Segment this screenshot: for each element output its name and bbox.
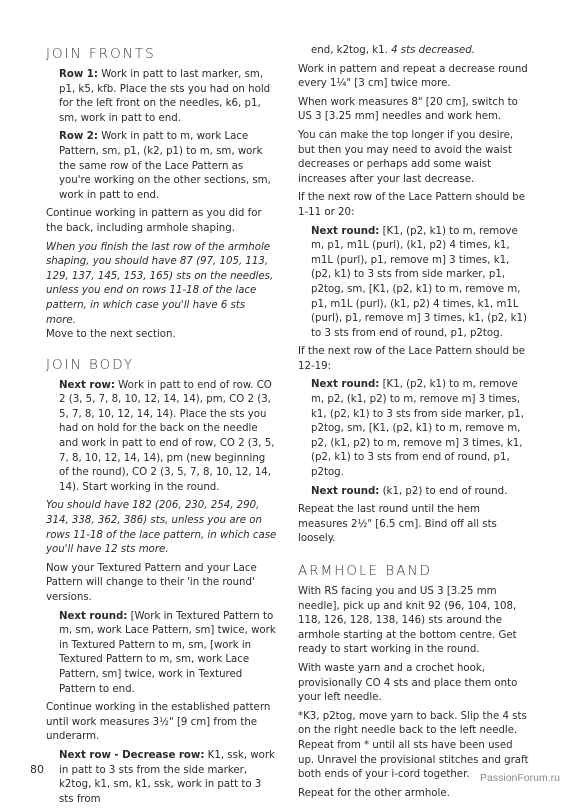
row2-instruction [46,130,278,203]
next-round-1-label: Next round: [311,225,380,237]
armhole-paragraph-3: *K3, p2tog, move yarn to back. Slip the 4 sts on the right needle back to the left needle. Repeat from * until all sts have been used up. Unravel the provisional stitches and graft both ends of your i-cord together. [298,710,529,781]
section-heading-join-fronts: JOIN FRONTS [46,46,156,62]
decrease-row-instruction [46,749,278,807]
left-column [46,46,278,811]
continuation-italic: 4 sts decreased. [391,45,475,56]
body-stitch-note: You should have 182 (206, 230, 254, 290, 314, 338, 362, 386) sts, unless you are on rows 11-18 of the lace pattern, in which case you'll have 12 sts more. [46,500,277,556]
armhole-paragraph-4: Repeat for the other armhole. [298,787,450,799]
lace-rows-12-19-paragraph: If the next row of the Lace Pattern should be 12-19: [298,346,526,372]
row1-instruction [46,68,278,126]
make-longer-paragraph: You can make the top longer if you desire, but then you may need to avoid the waist decreases or perhaps add some waist increases after your last decrease. [298,129,514,185]
next-round-1-text: [K1, (p2, k1) to m, remove m, p1, m1L (purl), (k1, p2) 4 times, k1, m1L (purl), p1, remove m] 3 times, k1, (p2, k1) to 3 sts from side marker, p1, p2tog, sm, [K1, (p2, k1) to m, remove m, p1, m1L (purl), (k1, p2) 4 times, k1, m1L (purl), p1, remove m] 3 times, k1, (p2, k1) to 3 sts from end of round, p1, p2tog. [311,225,527,339]
continuation-text: end, k2tog, k1. [311,45,392,56]
move-next-paragraph: Move to the next section. [46,329,176,341]
lace-rows-1-11-paragraph: If the next row of the Lace Pattern should be 1-11 or 20: [298,192,526,218]
row2-label: Row 2: [59,131,98,143]
next-round-label: Next round: [59,610,128,622]
stitch-count-note: When you finish the last row of the armhole shaping, you should have 87 (97, 105, 113, 129, 137, 145, 153, 165) sts on the needles, unless you end on rows 11-18 of the lace pattern, in which case you'll have 6 sts more. [46,241,274,326]
next-round-instruction [46,610,278,698]
next-row-instruction [46,379,278,496]
next-round-3-text: (k1, p2) to end of round. [379,485,508,497]
textured-paragraph: Now your Textured Pattern and your Lace Pattern will change to their 'in the round' versions. [46,562,257,603]
watermark: PassionForum.ru [480,772,560,784]
next-round-2-label: Next round: [311,379,380,391]
repeat-last-paragraph: Repeat the last round until the hem measures 2½" [6.5 cm]. Bind off all sts loosely. [298,504,497,545]
armhole-paragraph-2: With waste yarn and a crochet hook, provisionally CO 4 sts and place them onto your left needle. [298,662,518,704]
next-row-text: Work in patt to end of row. CO 2 (3, 5, 7, 8, 10, 12, 14, 14), pm, CO 2 (3, 5, 7, 8, 10, 12, 14, 14). Place the sts you had on hold for the back on the needle and work in patt to end of row, CO 2 (3, 5, 7, 8, 10, 12, 14, 14), pm (new beginning of the round), CO 2 (3, 5, 7, 8, 10, 12, 14, 14). Start working in the round. [59,379,275,493]
page-number: 80 [30,763,44,776]
row1-text: Work in patt to last marker, sm, p1, k5, kfb. Place the sts you had on hold for the left front on the needles, k6, p1, sm, work in patt to end. [59,69,271,124]
next-round-2-instruction [298,378,530,480]
next-row-label: Next row: [59,379,115,391]
row1-label: Row 1: [59,69,98,80]
decrease-row-text: K1, ssk, work in patt to 3 sts from the side marker, k2tog, k1, sm, k1, ssk, work in patt to 3 sts from [59,749,275,805]
decrease-continuation [298,44,530,59]
switch-needles-paragraph: When work measures 8" [20 cm], switch to US 3 [3.25 mm] needles and work hem. [298,96,518,123]
row2-text: Work in patt to m, work Lace Pattern, sm, p1, (k2, p1) to m, sm, work the same row of the Lace Pattern as you're working on the other sections, sm, work in patt to end. [59,131,271,201]
continue-paragraph: Continue working in pattern as you did for the back, including armhole shaping. [46,208,262,234]
decrease-row-label: Next row - Decrease row: [59,749,205,761]
next-round-3-label: Next round: [311,485,380,497]
next-round-text: [Work in Textured Pattern to m, sm, work Lace Pattern, sm] twice, work in Textured Pattern to m, sm, [work in Textured Pattern to m, sm, work Lace Pattern, sm] twice, work in Textured Pattern to end. [59,610,276,695]
next-round-1-instruction [298,225,530,342]
next-round-3-instruction [298,485,530,500]
right-column [298,44,530,805]
section-heading-armhole-band: ARMHOLE BAND [298,563,432,579]
armhole-paragraph-1: With RS facing you and US 3 [3.25 mm needle], pick up and knit 92 (96, 104, 108, 118, 126, 128, 138, 146) sts around the armhole starting at the bottom centre. Get ready to start working in the round. [298,586,517,656]
section-heading-join-body: JOIN BODY [46,356,135,373]
next-round-2-text: [K1, (p2, k1) to m, remove m, p2, (k1, p2) to m, remove m] 3 times, k1, (p2, k1) to 3 sts from side marker, p1, p2tog, sm, [K1, (p2, k1) to m, remove m, p2, (k1, p2) to m, remove m] 3 times, k1, (p2, k1) to 3 sts from end of round, p1, p2tog. [311,379,524,479]
continue-established-paragraph: Continue working in the established pattern until work measures 3½" [9 cm] from the underarm. [46,702,271,743]
repeat-decrease-paragraph: Work in pattern and repeat a decrease round every 1¼" [3 cm] twice more. [298,63,528,90]
